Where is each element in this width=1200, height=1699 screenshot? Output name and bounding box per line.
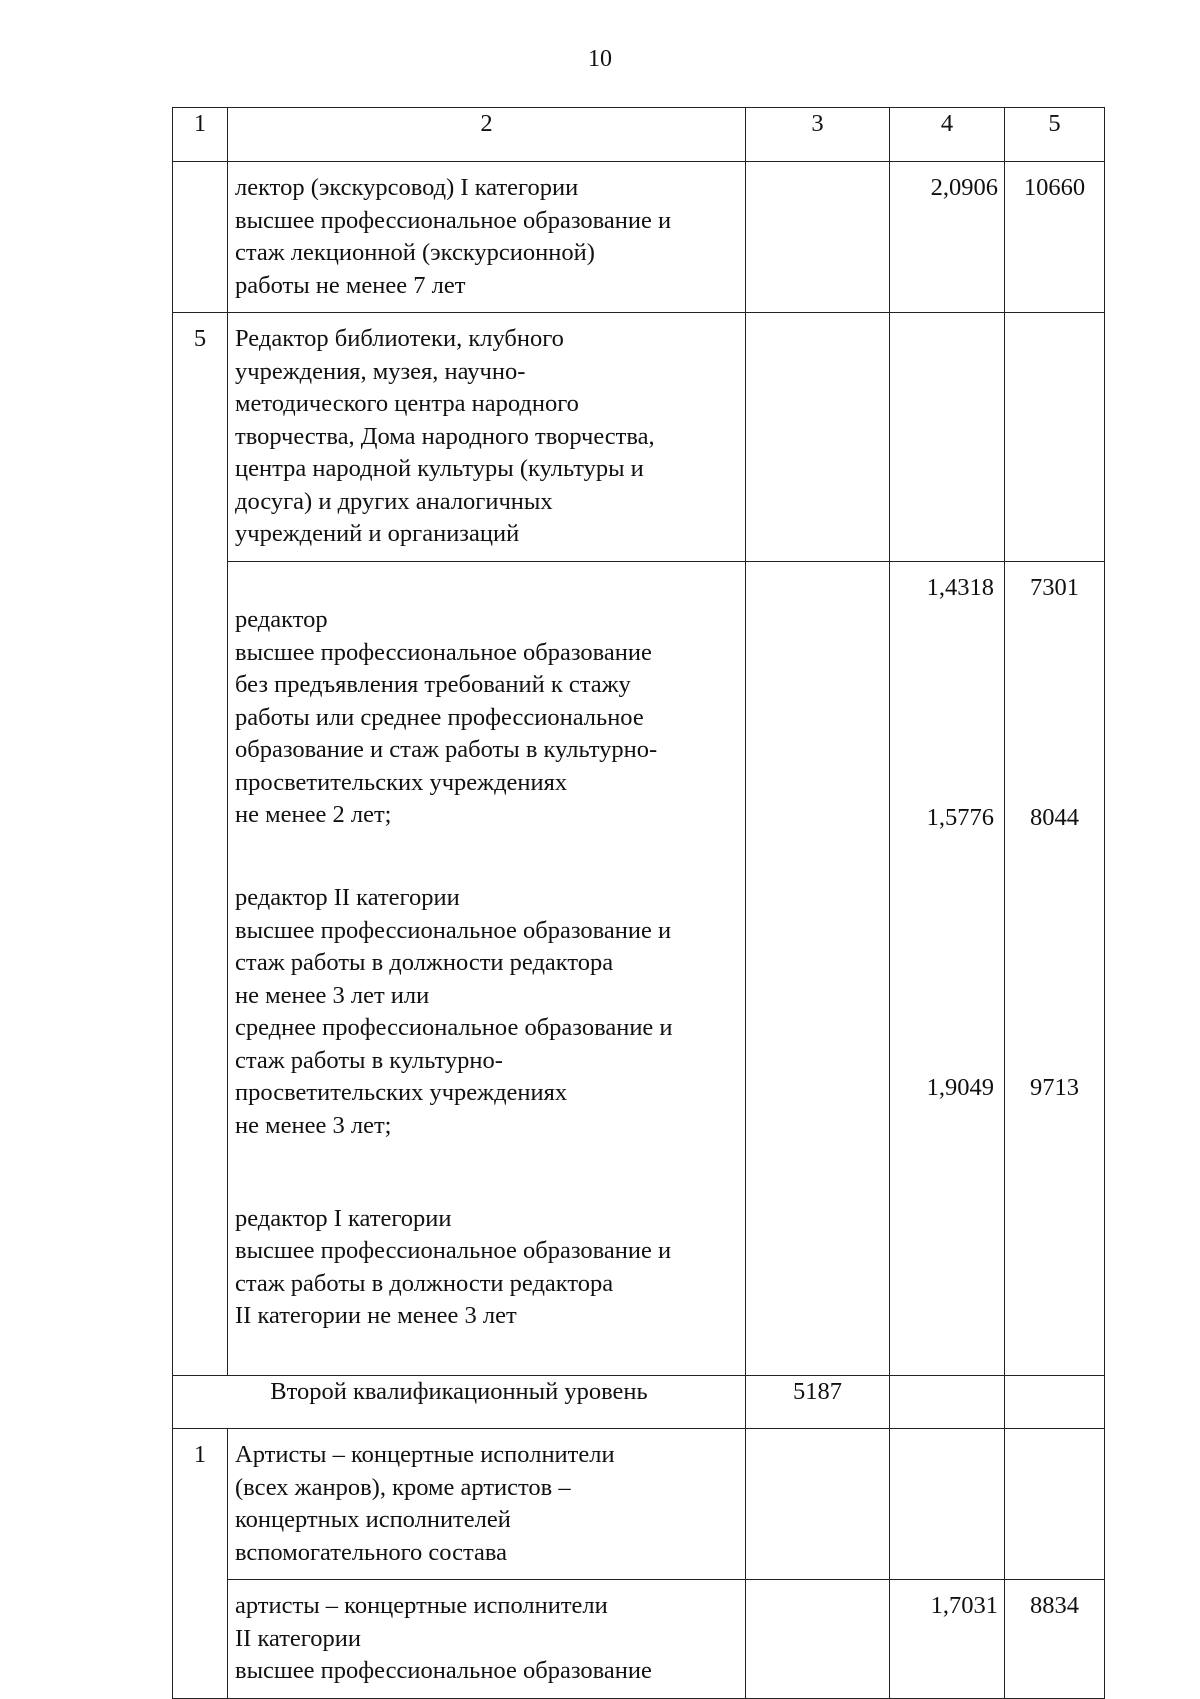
table-row-editor-group: [173, 313, 1105, 562]
coefficient-cell: [890, 162, 1005, 313]
header-col-4: 4: [890, 108, 1005, 162]
position-description: [228, 1580, 746, 1699]
coefficient-value: 1,9049: [926, 1073, 994, 1101]
coefficient-value: 1,5776: [926, 803, 994, 831]
salary-table: [172, 107, 1105, 1699]
row-number: 5: [193, 325, 207, 352]
salary-value: 8044: [1030, 803, 1079, 831]
table-row-lector: [173, 162, 1105, 313]
position-group-description: [228, 1429, 746, 1580]
row-number-cell: [173, 313, 228, 1376]
artists-group-text: Артисты – концертные исполнители (всех жанров), кроме артистов – концертных исполнителей вспомогательного состава: [235, 1441, 615, 1566]
coefficient-value: 2,0906: [930, 174, 998, 201]
salary-cell: [1005, 1580, 1105, 1699]
table-row-editor-items: [173, 561, 1105, 1376]
base-salary-empty: [746, 162, 890, 313]
salary-value: 7301: [1030, 573, 1079, 601]
coefficient-value: 1,7031: [930, 1592, 998, 1619]
editor-salaries: [1005, 561, 1105, 1376]
table-row-artists-item: [173, 1580, 1105, 1699]
qualification-level-label: Второй квалификационный уровень: [173, 1376, 746, 1429]
salary-value: 9713: [1030, 1073, 1079, 1101]
lector-text: лектор (экскурсовод) I категории высшее профессиональное образование и стаж лекционной (экскурсионной) работы не менее 7 лет: [235, 174, 672, 299]
header-col-3: 3: [746, 108, 890, 162]
row-number-empty: [173, 162, 228, 313]
row-number-cell: [173, 1429, 228, 1699]
qualification-level-row: [173, 1376, 1105, 1429]
editor-coefficients: [890, 561, 1005, 1376]
header-col-5: 5: [1005, 108, 1105, 162]
header-col-1: 1: [173, 108, 228, 162]
editor-group-text: Редактор библиотеки, клубного учреждения, музея, научно- методического центра народного творчества, Дома народного творчества, центра народной культуры (культуры и досуга) и других аналогичных учреждений и организаций: [235, 325, 655, 547]
salary-value: 10660: [1023, 174, 1086, 201]
editor-item-text: редактор II категории высшее профессиональное образование и стаж работы в должности редактора не менее 3 лет или среднее профессиональное образование и стаж работы в культурно- просветительских учреждениях не менее 3 лет;: [235, 884, 673, 1139]
position-group-description: [228, 313, 746, 562]
qualification-level-salary: 5187: [746, 1376, 890, 1429]
artists-item-text: артисты – концертные исполнители II категории высшее профессиональное образование: [235, 1592, 652, 1684]
salary-value: 8834: [1030, 1592, 1079, 1619]
editor-item-text: редактор высшее профессиональное образование без предъявления требований к стажу работы или среднее профессиональное образование и стаж работы в культурно- просветительских учреждениях не менее 2 лет;: [235, 606, 658, 828]
salary-cell: [1005, 162, 1105, 313]
editor-items-description: [228, 561, 746, 1376]
page-number: 10: [588, 46, 612, 72]
position-description: [228, 162, 746, 313]
table-header-row: [173, 108, 1105, 162]
coefficient-cell: [890, 1580, 1005, 1699]
header-col-2: 2: [228, 108, 746, 162]
coefficient-value: 1,4318: [926, 573, 994, 601]
editor-item-text: редактор I категории высшее профессиональное образование и стаж работы в должности редактора II категории не менее 3 лет: [235, 1204, 672, 1329]
row-number: 1: [193, 1441, 207, 1468]
table-row-artists-group: [173, 1429, 1105, 1580]
